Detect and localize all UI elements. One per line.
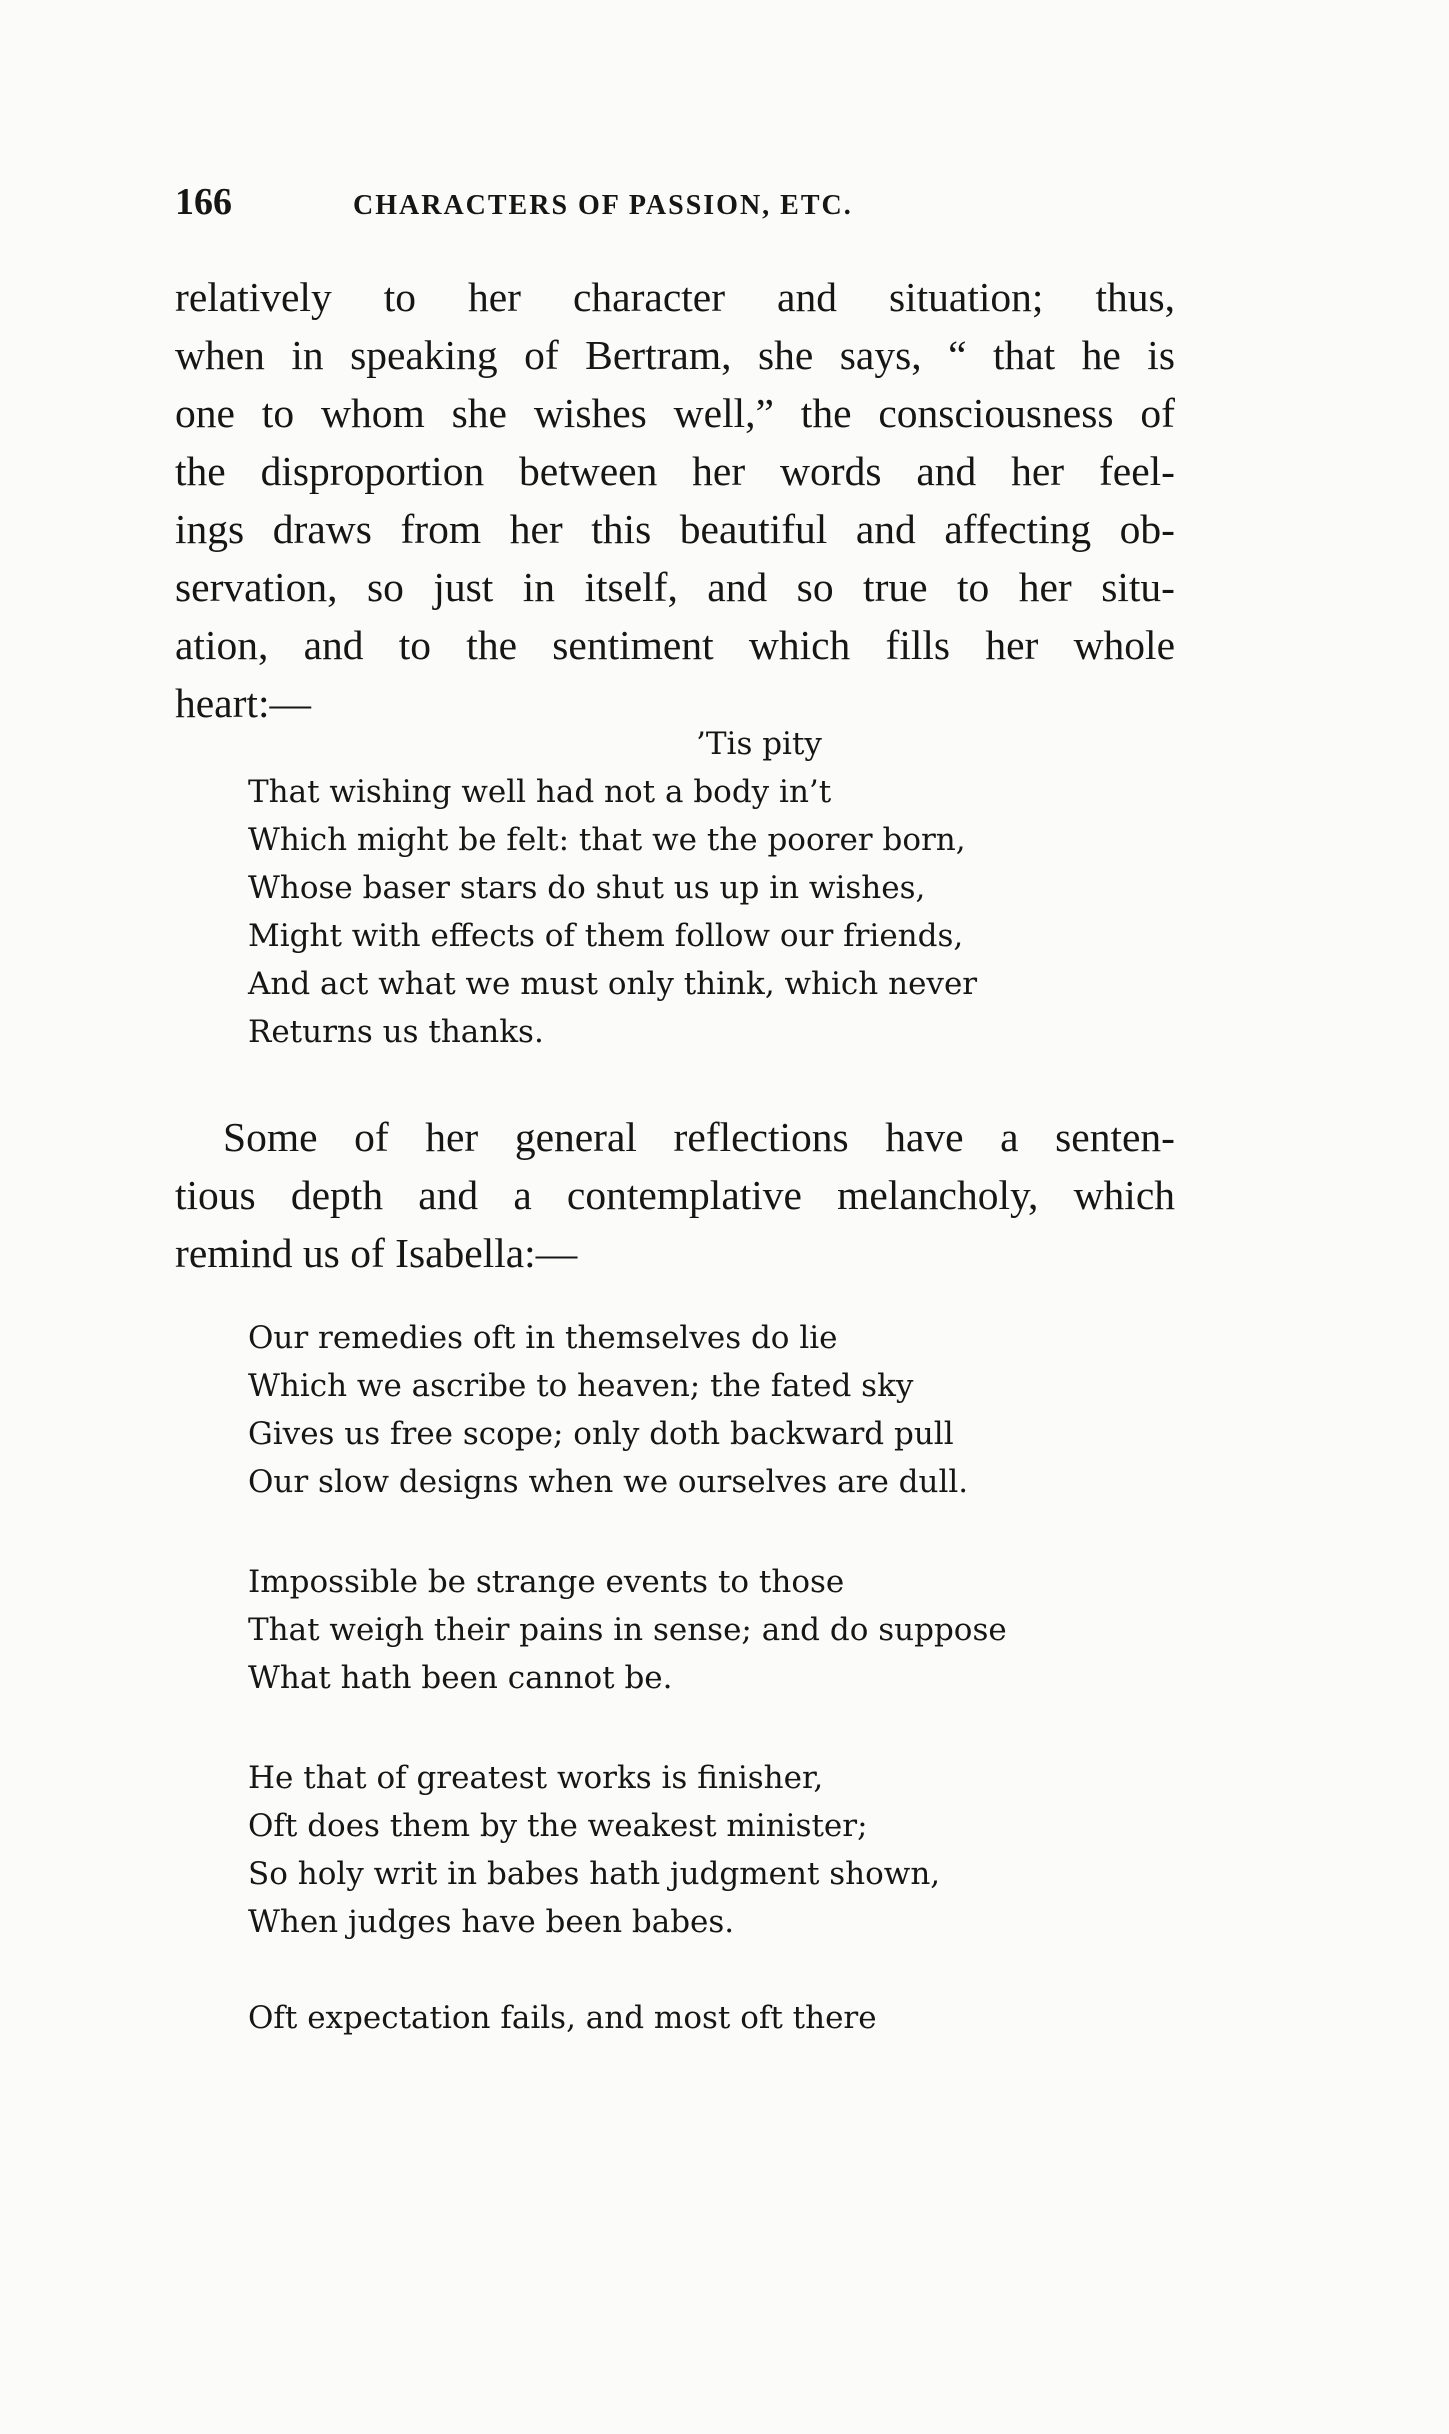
paragraph-2 xyxy=(175,1108,1175,1282)
text-line: relatively to her character and situation; thus, xyxy=(175,274,1175,320)
running-title: CHARACTERS OF PASSION, ETC. xyxy=(353,190,853,221)
quotation-2-stanza-3 xyxy=(248,1754,940,1946)
quotation-2-stanza-4 xyxy=(248,1994,877,2042)
verse-line: Which might be felt: that we the poorer born, xyxy=(248,822,966,858)
text-line: ings draws from her this beautiful and affecting ob- xyxy=(175,506,1175,552)
verse-line: Might with effects of them follow our friends, xyxy=(248,918,964,954)
text-line: ation, and to the sentiment which fills her whole xyxy=(175,622,1175,668)
text-line: heart:— xyxy=(175,680,311,726)
text-line: remind us of Isabella:— xyxy=(175,1230,578,1276)
verse-line: And act what we must only think, which never xyxy=(248,966,978,1002)
verse-line: Returns us thanks. xyxy=(248,1014,544,1050)
verse-line: Which we ascribe to heaven; the fated sky xyxy=(248,1368,914,1404)
verse-line: Impossible be strange events to those xyxy=(248,1564,845,1600)
text-line: tious depth and a contemplative melancholy, which xyxy=(175,1172,1175,1218)
verse-line: ’Tis pity xyxy=(696,726,822,762)
page-number: 166 xyxy=(175,181,232,223)
paragraph-1 xyxy=(175,268,1175,732)
quotation-2-stanza-2 xyxy=(248,1558,1007,1702)
quotation-2-stanza-1 xyxy=(248,1314,968,1506)
verse-line: That wishing well had not a body in’t xyxy=(248,774,832,810)
text-line: one to whom she wishes well,” the consciousness of xyxy=(175,390,1175,436)
verse-line: Whose baser stars do shut us up in wishes, xyxy=(248,870,926,906)
text-line: Some of her general reflections have a senten- xyxy=(223,1114,1175,1160)
page-header xyxy=(175,180,1035,224)
text-line: servation, so just in itself, and so true to her situ- xyxy=(175,564,1175,610)
verse-line: That weigh their pains in sense; and do suppose xyxy=(248,1612,1007,1648)
verse-line: Oft expectation fails, and most oft there xyxy=(248,2000,877,2036)
verse-line: He that of greatest works is finisher, xyxy=(248,1760,824,1796)
verse-line: So holy writ in babes hath judgment shown, xyxy=(248,1856,941,1892)
verse-line: When judges have been babes. xyxy=(248,1904,735,1940)
verse-line: What hath been cannot be. xyxy=(248,1660,673,1696)
verse-line: Our remedies oft in themselves do lie xyxy=(248,1320,838,1356)
verse-line: Oft does them by the weakest minister; xyxy=(248,1808,868,1844)
text-line: the disproportion between her words and her feel- xyxy=(175,448,1175,494)
verse-line: Our slow designs when we ourselves are dull. xyxy=(248,1464,969,1500)
quotation-1 xyxy=(248,720,977,1056)
text-line: when in speaking of Bertram, she says, “ that he is xyxy=(175,332,1175,378)
verse-line: Gives us free scope; only doth backward pull xyxy=(248,1416,954,1452)
